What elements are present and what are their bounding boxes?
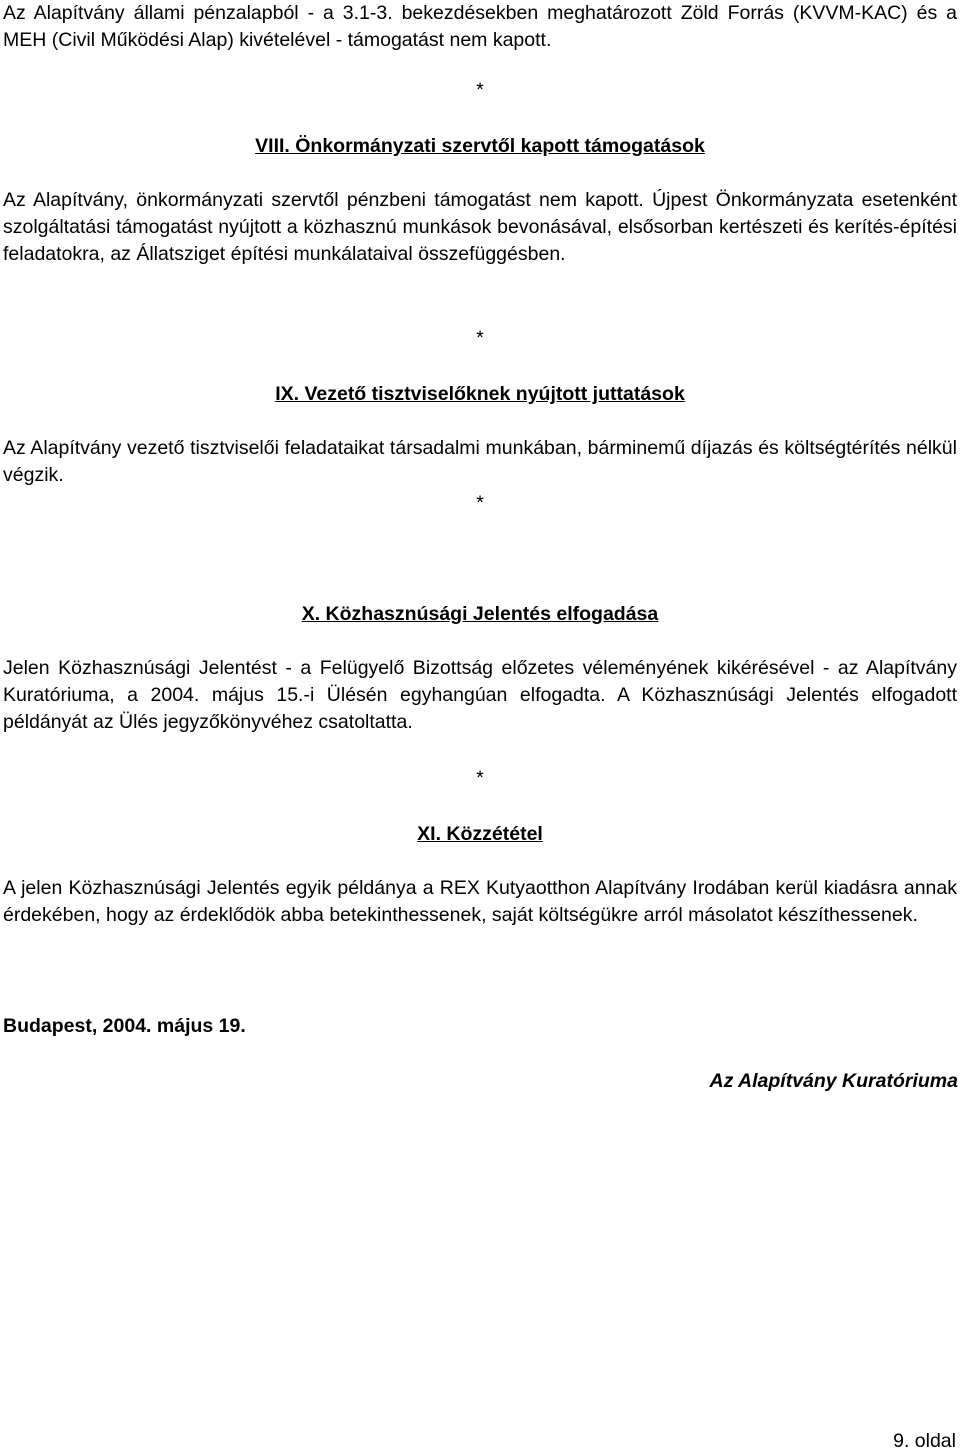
section-viii-body: Az Alapítvány, önkormányzati szervtől pénzbeni támogatást nem kapott. Újpest Önkormányzata esetenként szolgáltatási támogatást nyújtott a közhasznú munkások bevonásával, elsősorban kertészeti és kerítés-építési feladatokra, az Állatsziget építési munkálataival összefüggésben.: [3, 189, 957, 265]
separator-star-1: *: [476, 79, 484, 101]
section-xi-title: XI. Közzététel: [417, 823, 543, 845]
page-number: 9. oldal: [893, 1430, 956, 1452]
place-date: Budapest, 2004. május 19.: [3, 1015, 246, 1037]
separator-star-3: *: [476, 492, 484, 514]
signature: Az Alapítvány Kuratóriuma: [709, 1070, 958, 1092]
section-xi-body: A jelen Közhasznúsági Jelentés egyik példánya a REX Kutyaotthon Alapítvány Irodában kerül kiadásra annak érdekében, hogy az érdeklődök abba betekinthessenek, saját költségükre arról másolatot készíthessenek.: [3, 877, 957, 926]
section-x-body: Jelen Közhasznúsági Jelentést - a Felügyelő Bizottság előzetes véleményének kikérésével - az Alapítvány Kuratóriuma, a 2004. május 15.-i Ülésén egyhangúan elfogadta. A Közhasznúsági Jelentés elfogadott példányát az Ülés jegyzőkönyvéhez csatoltatta.: [3, 657, 957, 733]
section-viii-title: VIII. Önkormányzati szervtől kapott támogatások: [255, 135, 705, 157]
section-x-title: X. Közhasznúsági Jelentés elfogadása: [301, 603, 659, 625]
intro-paragraph: Az Alapítvány állami pénzalapból - a 3.1-3. bekezdésekben meghatározott Zöld Forrás (KVVM-KAC) és a MEH (Civil Működési Alap) kivételével - támogatást nem kapott.: [3, 2, 957, 51]
separator-star-4: *: [476, 767, 484, 789]
section-ix-body: Az Alapítvány vezető tisztviselői feladataikat társadalmi munkában, bárminemű díjazás és költségtérítés nélkül végzik.: [3, 437, 957, 486]
section-ix-title: IX. Vezető tisztviselőknek nyújtott juttatások: [275, 383, 685, 405]
separator-star-2: *: [476, 327, 484, 349]
